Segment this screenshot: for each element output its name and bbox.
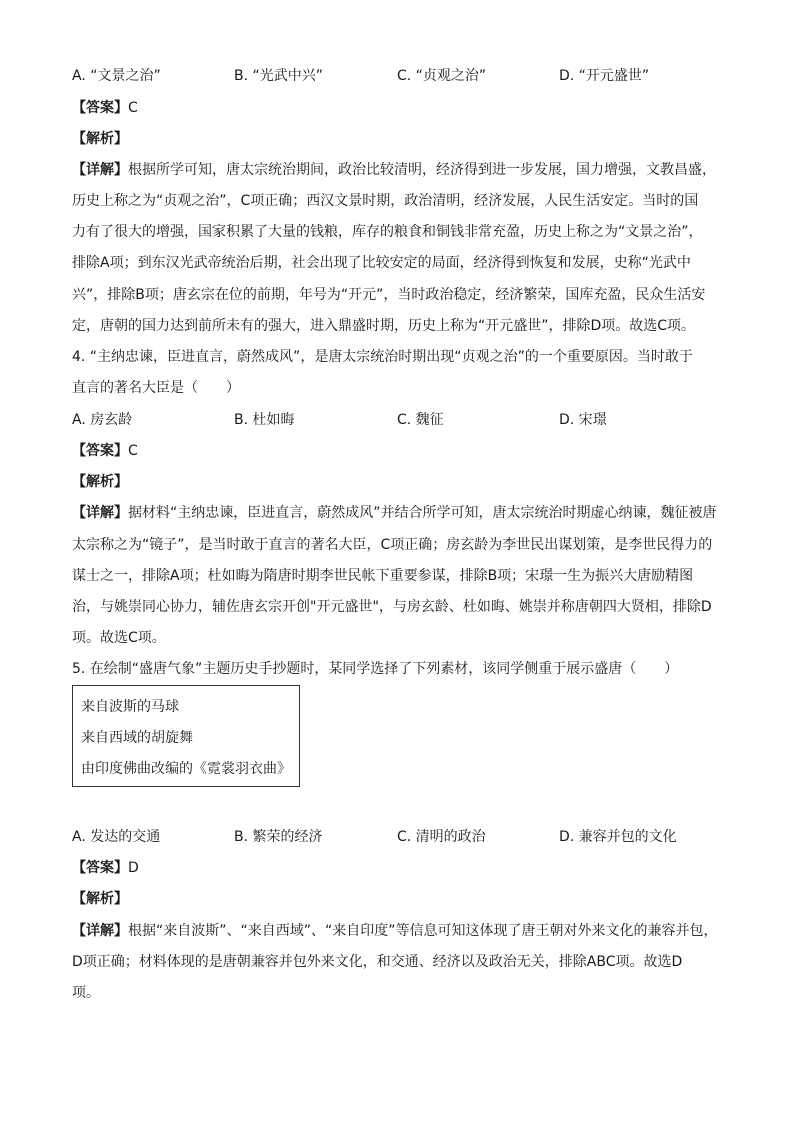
q4-option-a: A. 房玄龄 — [72, 412, 133, 428]
q4-option-d: D. 宋璟 — [559, 412, 607, 428]
q4-analysis-title: 【解析】 — [72, 474, 128, 490]
detail-tag: 【详解】 — [72, 923, 128, 939]
q5-option-a: A. 发达的交通 — [72, 829, 161, 845]
q4-option-c: C. 魏征 — [397, 412, 444, 428]
q5-analysis-title: 【解析】 — [72, 891, 128, 907]
q5-detail-line: D项正确；材料体现的是唐朝兼容并包外来文化，和交通、经济以及政治无关，排除ABC项。故选D — [72, 954, 683, 970]
q3-option-a: A. “文景之治” — [72, 68, 161, 84]
q3-detail-line: 力有了很大的增强，国家积累了大量的钱粮，库存的粮食和铜钱非常充盈，历史上称之为“文景之治”， — [72, 224, 703, 240]
q3-option-d: D. “开元盛世” — [559, 68, 650, 84]
q3-option-b: B. “光武中兴” — [234, 68, 324, 84]
q4-detail-line — [72, 503, 717, 523]
q4-stem-line: 直言的著名大臣是（ ） — [72, 380, 240, 396]
q5-answer — [72, 858, 139, 878]
q5-stem: 5. 在绘制“盛唐气象”主题历史手抄题时，某同学选择了下列素材，该同学侧重于展示盛唐（ ） — [72, 661, 679, 677]
q3-detail-line: 定，唐朝的国力达到前所未有的强大，进入鼎盛时期，历史上称为“开元盛世”，排除D项。故选C项。 — [72, 318, 696, 334]
q5-detail-line — [72, 921, 718, 941]
detail-text: 据材料“主纳忠谏，臣进直言，蔚然成风”并结合所学可知，唐太宗统治时期虚心纳谏，魏征被唐 — [128, 505, 717, 521]
detail-tag: 【详解】 — [72, 162, 128, 178]
q4-answer — [72, 441, 138, 461]
answer-value: D — [128, 860, 139, 876]
material-item: 来自西域的胡旋舞 — [81, 730, 193, 746]
q3-detail-line: 排除A项；到东汉光武帝统治后期，社会出现了比较安定的局面，经济得到恢复和发展，史称“光武中 — [72, 255, 691, 271]
q4-stem-line: 4. “主纳忠谏，臣进直言，蔚然成风”，是唐太宗统治时期出现“贞观之治”的一个重要原因。当时敢于 — [72, 349, 693, 365]
q4-detail-line: 治，与姚崇同心协力，辅佐唐玄宗开创"开元盛世"，与房玄龄、杜如晦、姚崇并称唐朝四大贤相，排除D — [72, 599, 712, 615]
q4-detail-line: 谋士之一，排除A项；杜如晦为隋唐时期李世民帐下重要参谋，排除B项；宋璟一生为振兴大唐励精图 — [72, 568, 694, 584]
answer-tag: 【答案】 — [72, 100, 128, 116]
answer-tag: 【答案】 — [72, 860, 128, 876]
detail-text: 根据“来自波斯”、“来自西域”、“来自印度”等信息可知这体现了唐王朝对外来文化的兼容并包， — [128, 923, 718, 939]
q4-detail-line: 太宗称之为“镜子”，是当时敢于直言的著名大臣，C项正确；房玄龄为李世民出谋划策，是李世民得力的 — [72, 537, 713, 553]
q5-detail-line: 项。 — [72, 985, 100, 1001]
q3-answer — [72, 98, 138, 118]
material-item: 由印度佛曲改编的《霓裳羽衣曲》 — [81, 761, 291, 777]
q3-detail-line — [72, 160, 716, 180]
answer-value: C — [128, 100, 138, 116]
q3-analysis-title: 【解析】 — [72, 131, 128, 147]
answer-tag: 【答案】 — [72, 443, 128, 459]
detail-tag: 【详解】 — [72, 505, 128, 521]
detail-text: 根据所学可知，唐太宗统治期间，政治比较清明，经济得到进一步发展，国力增强，文教昌盛， — [128, 162, 716, 178]
q4-option-b: B. 杜如晦 — [234, 412, 295, 428]
q5-option-b: B. 繁荣的经济 — [234, 829, 323, 845]
q5-option-c: C. 清明的政治 — [397, 829, 486, 845]
q5-option-d: D. 兼容并包的文化 — [559, 829, 677, 845]
answer-value: C — [128, 443, 138, 459]
q3-option-c: C. “贞观之治” — [397, 68, 487, 84]
q4-detail-line: 项。故选C项。 — [72, 630, 166, 646]
material-item: 来自波斯的马球 — [81, 699, 179, 715]
q3-detail-line: 历史上称之为“贞观之治”，C项正确；西汉文景时期，政治清明，经济发展，人民生活安定。当时的国 — [72, 193, 699, 209]
q3-detail-line: 兴”，排除B项；唐玄宗在位的前期，年号为“开元”，当时政治稳定，经济繁荣，国库充盈，民众生活安 — [72, 287, 706, 303]
q5-material-box — [72, 685, 300, 787]
